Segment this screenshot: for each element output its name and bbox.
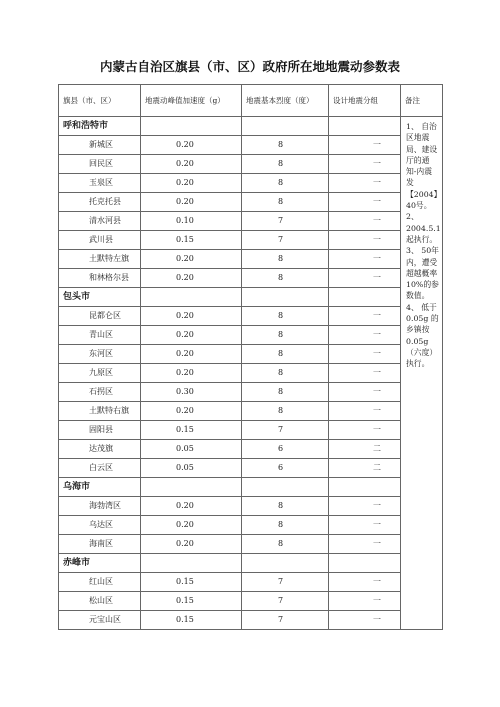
table-row [59,402,443,421]
acceleration-value: 0.15 [141,231,242,250]
acceleration-value: 0.20 [141,516,242,535]
design-group-value: 二 [329,440,401,459]
county-name: 和林格尔县 [59,269,141,288]
table-row [59,497,443,516]
intensity-value: 8 [242,250,329,269]
table-row [59,326,443,345]
acceleration-value: 0.15 [141,592,242,611]
empty-cell [329,117,401,136]
empty-cell [242,117,329,136]
empty-cell [329,288,401,307]
design-group-value: 一 [329,231,401,250]
acceleration-value: 0.15 [141,573,242,592]
remarks-line: 4、 低于0.05g 的乡镇按 0.05g（六度） 执行。 [406,302,439,369]
remarks-line: 2、 2004.5.1起执行。 [406,212,441,244]
intensity-value: 7 [242,231,329,250]
acceleration-value: 0.15 [141,611,242,630]
intensity-value: 8 [242,269,329,288]
empty-cell [141,288,242,307]
table-row [59,193,443,212]
design-group-value: 一 [329,535,401,554]
intensity-value: 7 [242,611,329,630]
table-row [59,383,443,402]
design-group-value: 一 [329,364,401,383]
table-row [59,212,443,231]
table-body [59,85,443,630]
acceleration-value: 0.30 [141,383,242,402]
county-name: 托克托县 [59,193,141,212]
intensity-value: 6 [242,459,329,478]
design-group-value: 二 [329,459,401,478]
city-row [59,117,443,136]
empty-cell [141,117,242,136]
design-group-value: 一 [329,136,401,155]
design-group-value: 一 [329,155,401,174]
table-row [59,269,443,288]
design-group-value: 一 [329,421,401,440]
county-name: 红山区 [59,573,141,592]
intensity-value: 8 [242,345,329,364]
design-group-value: 一 [329,345,401,364]
county-name: 新城区 [59,136,141,155]
table-row [59,345,443,364]
table-row [59,611,443,630]
design-group-value: 一 [329,573,401,592]
intensity-value: 8 [242,516,329,535]
county-name: 石拐区 [59,383,141,402]
design-group-value: 一 [329,497,401,516]
empty-cell [141,554,242,573]
intensity-value: 8 [242,402,329,421]
county-name: 乌达区 [59,516,141,535]
table-row [59,440,443,459]
acceleration-value: 0.05 [141,440,242,459]
acceleration-value: 0.20 [141,307,242,326]
city-name: 乌海市 [59,478,141,497]
table-row [59,231,443,250]
intensity-value: 7 [242,212,329,231]
city-name: 赤峰市 [59,554,141,573]
acceleration-value: 0.20 [141,402,242,421]
design-group-value: 一 [329,250,401,269]
county-name: 海勃湾区 [59,497,141,516]
acceleration-value: 0.20 [141,155,242,174]
table-row [59,307,443,326]
header-remarks: 备注 [401,85,443,117]
city-name: 包头市 [59,288,141,307]
table-row [59,174,443,193]
county-name: 土默特左旗 [59,250,141,269]
intensity-value: 8 [242,155,329,174]
design-group-value: 一 [329,592,401,611]
county-name: 元宝山区 [59,611,141,630]
acceleration-value: 0.20 [141,326,242,345]
intensity-value: 8 [242,364,329,383]
intensity-value: 6 [242,440,329,459]
county-name: 武川县 [59,231,141,250]
design-group-value: 一 [329,212,401,231]
acceleration-value: 0.20 [141,364,242,383]
acceleration-value: 0.05 [141,459,242,478]
header-acceleration: 地震动峰值加速度（g） [141,85,242,117]
intensity-value: 8 [242,535,329,554]
header-intensity: 地震基本烈度（度） [242,85,329,117]
remarks-line: 3、 50年内，遭受超越概率10%的参数值。 [406,246,439,301]
header-county: 旗县（市、区） [59,85,141,117]
acceleration-value: 0.20 [141,497,242,516]
acceleration-value: 0.20 [141,174,242,193]
table-row [59,364,443,383]
city-row [59,478,443,497]
design-group-value: 一 [329,174,401,193]
table-row [59,421,443,440]
intensity-value: 8 [242,497,329,516]
county-name: 回民区 [59,155,141,174]
remarks-note [401,117,443,630]
acceleration-value: 0.10 [141,212,242,231]
county-name: 白云区 [59,459,141,478]
intensity-value: 7 [242,573,329,592]
header-design-group: 设计地震分组 [329,85,401,117]
intensity-value: 8 [242,174,329,193]
county-name: 达茂旗 [59,440,141,459]
design-group-value: 一 [329,326,401,345]
county-name: 松山区 [59,592,141,611]
remarks-line: 1、 自治区地震局、建设厅的通知-内震发【2004】40号。 [406,122,438,211]
design-group-value: 一 [329,383,401,402]
design-group-value: 一 [329,402,401,421]
acceleration-value: 0.20 [141,250,242,269]
county-name: 东河区 [59,345,141,364]
acceleration-value: 0.15 [141,421,242,440]
intensity-value: 7 [242,592,329,611]
city-name: 呼和浩特市 [59,117,141,136]
empty-cell [329,554,401,573]
design-group-value: 一 [329,307,401,326]
intensity-value: 7 [242,421,329,440]
table-header-row [59,85,443,117]
county-name: 土默特右旗 [59,402,141,421]
design-group-value: 一 [329,611,401,630]
table-row [59,535,443,554]
design-group-value: 一 [329,193,401,212]
empty-cell [242,288,329,307]
acceleration-value: 0.20 [141,136,242,155]
empty-cell [242,554,329,573]
acceleration-value: 0.20 [141,345,242,364]
county-name: 九原区 [59,364,141,383]
design-group-value: 一 [329,269,401,288]
intensity-value: 8 [242,136,329,155]
table-row [59,592,443,611]
table-row [59,250,443,269]
empty-cell [242,478,329,497]
county-name: 海南区 [59,535,141,554]
intensity-value: 8 [242,307,329,326]
page-title: 内蒙古自治区旗县（市、区）政府所在地地震动参数表 [99,59,400,74]
acceleration-value: 0.20 [141,535,242,554]
intensity-value: 8 [242,193,329,212]
county-name: 玉泉区 [59,174,141,193]
acceleration-value: 0.20 [141,269,242,288]
empty-cell [141,478,242,497]
county-name: 昆都仑区 [59,307,141,326]
intensity-value: 8 [242,326,329,345]
table-row [59,136,443,155]
empty-cell [329,478,401,497]
city-row [59,288,443,307]
county-name: 固阳县 [59,421,141,440]
table-row [59,516,443,535]
acceleration-value: 0.20 [141,193,242,212]
design-group-value: 一 [329,516,401,535]
city-row [59,554,443,573]
table-row [59,459,443,478]
county-name: 青山区 [59,326,141,345]
table-row [59,155,443,174]
table-row [59,573,443,592]
intensity-value: 8 [242,383,329,402]
seismic-parameter-table [58,84,443,630]
county-name: 清水河县 [59,212,141,231]
